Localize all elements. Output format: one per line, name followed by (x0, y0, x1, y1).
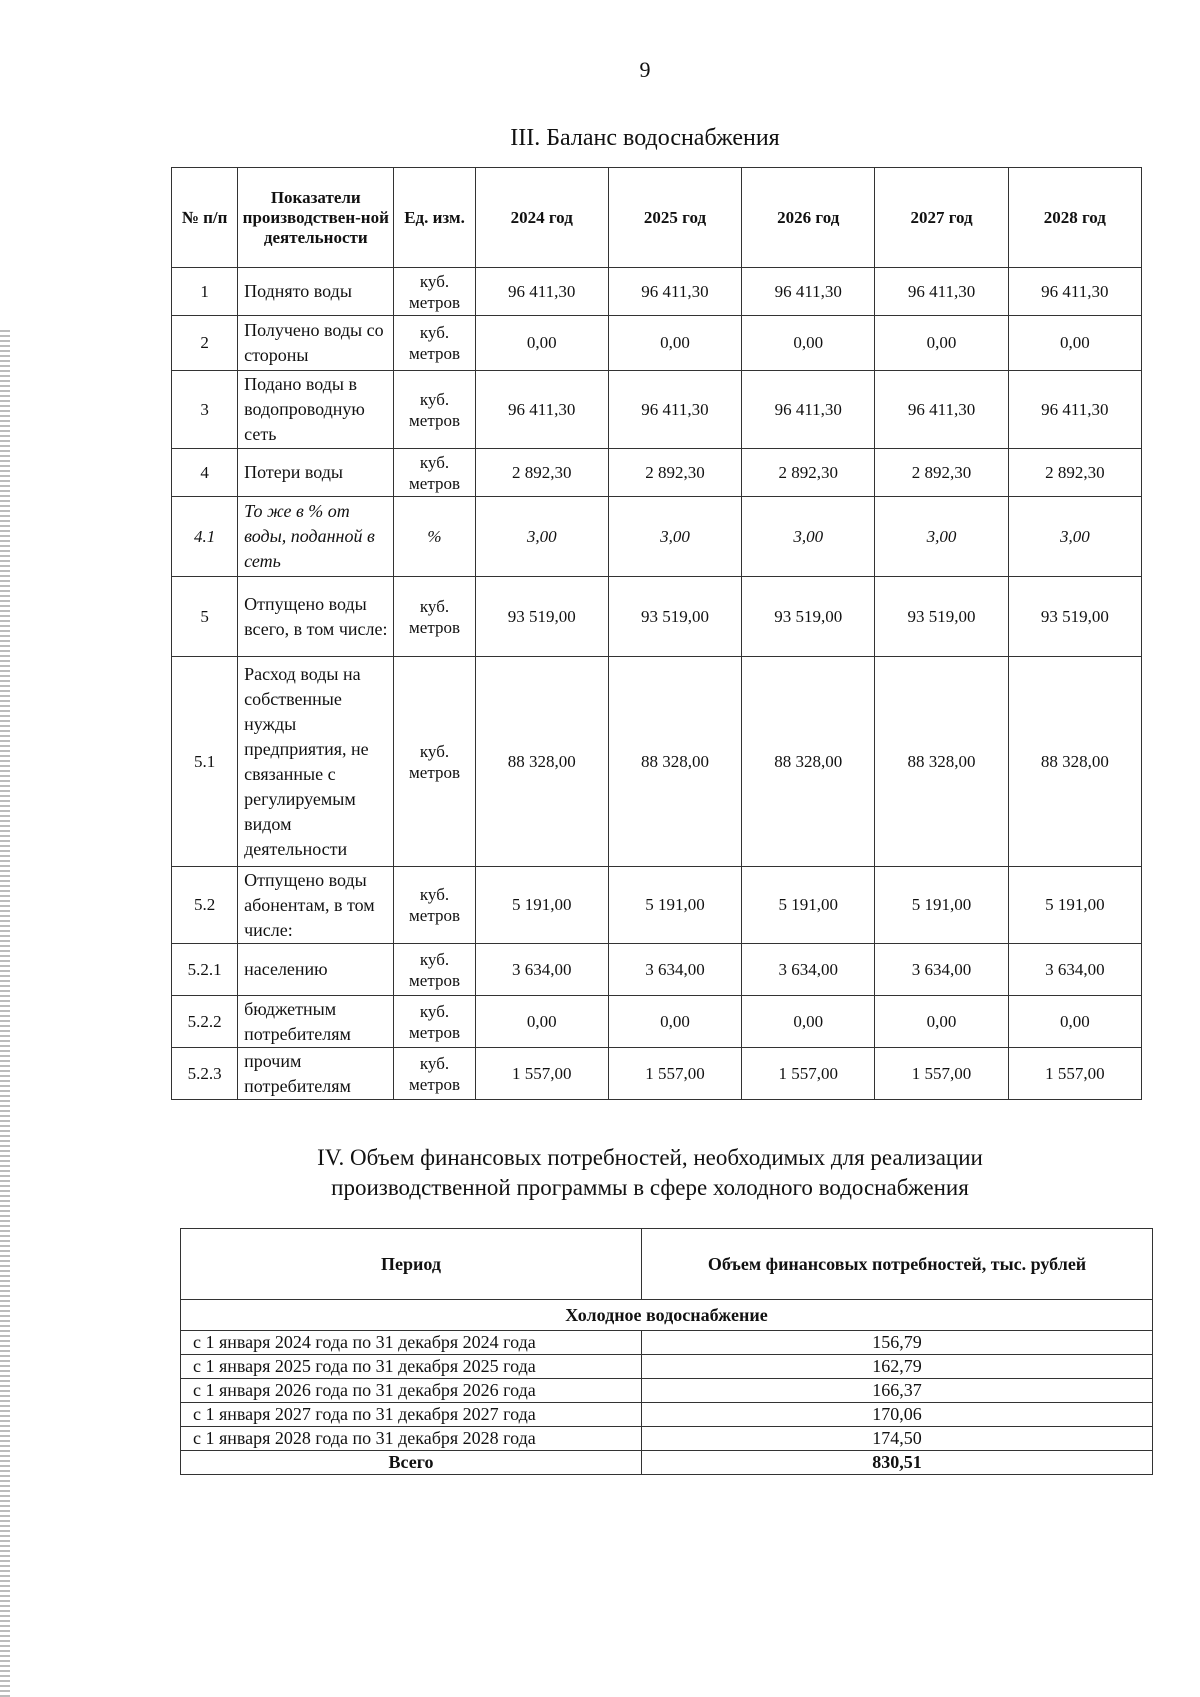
row-value: 3 634,00 (1008, 944, 1141, 996)
row-value: 5 191,00 (475, 867, 608, 944)
row-num: 5.2.1 (172, 944, 238, 996)
row-period: с 1 января 2025 года по 31 декабря 2025 года (181, 1355, 642, 1379)
row-value: 0,00 (742, 316, 875, 371)
row-value: 5 191,00 (608, 867, 741, 944)
row-num: 1 (172, 268, 238, 316)
row-indicator: населению (238, 944, 394, 996)
row-value: 93 519,00 (742, 577, 875, 657)
row-value: 1 557,00 (875, 1048, 1008, 1100)
row-value: 3 634,00 (608, 944, 741, 996)
header-period: Период (181, 1229, 642, 1300)
total-label: Всего (181, 1451, 642, 1475)
row-num: 5.2.3 (172, 1048, 238, 1100)
row-period: с 1 января 2024 года по 31 декабря 2024 года (181, 1331, 642, 1355)
row-unit: куб. метров (394, 944, 475, 996)
row-num: 5.2.2 (172, 996, 238, 1048)
financial-needs-table (180, 1228, 1153, 1475)
row-value: 5 191,00 (875, 867, 1008, 944)
row-period: с 1 января 2028 года по 31 декабря 2028 года (181, 1427, 642, 1451)
table-row (172, 1048, 1142, 1100)
row-value: 88 328,00 (475, 657, 608, 867)
row-value: 2 892,30 (875, 449, 1008, 497)
row-unit: куб. метров (394, 1048, 475, 1100)
row-indicator: Подано воды в водопроводную сеть (238, 371, 394, 449)
row-unit: куб. метров (394, 577, 475, 657)
row-value: 96 411,30 (875, 371, 1008, 449)
group-row (181, 1300, 1153, 1331)
row-value: 88 328,00 (1008, 657, 1141, 867)
row-value: 2 892,30 (608, 449, 741, 497)
row-value: 93 519,00 (475, 577, 608, 657)
row-value: 0,00 (608, 316, 741, 371)
scan-binding-edge (0, 330, 10, 1697)
row-value: 0,00 (875, 316, 1008, 371)
row-value: 5 191,00 (1008, 867, 1141, 944)
row-num: 5 (172, 577, 238, 657)
row-indicator: То же в % от воды, поданной в сеть (238, 497, 394, 577)
section-4-title (0, 1143, 1200, 1203)
table-row (172, 371, 1142, 449)
row-unit: куб. метров (394, 316, 475, 371)
header-year: 2026 год (742, 168, 875, 268)
row-value: 96 411,30 (742, 268, 875, 316)
table-row (172, 944, 1142, 996)
row-indicator: Расход воды на собственные нужды предприятия, не связанные с регулируемым видом деятельности (238, 657, 394, 867)
row-amount: 162,79 (642, 1355, 1153, 1379)
row-value: 96 411,30 (875, 268, 1008, 316)
header-indicator: Показатели производствен-ной деятельности (238, 168, 394, 268)
table-row (172, 867, 1142, 944)
row-indicator: прочим потребителям (238, 1048, 394, 1100)
header-year: 2027 год (875, 168, 1008, 268)
row-value: 3,00 (742, 497, 875, 577)
row-value: 3,00 (875, 497, 1008, 577)
table-row (172, 449, 1142, 497)
row-value: 96 411,30 (742, 371, 875, 449)
header-year: 2028 год (1008, 168, 1141, 268)
row-value: 1 557,00 (742, 1048, 875, 1100)
row-value: 3 634,00 (875, 944, 1008, 996)
row-amount: 156,79 (642, 1331, 1153, 1355)
total-row (181, 1451, 1153, 1475)
row-unit: % (394, 497, 475, 577)
table-row (172, 996, 1142, 1048)
table-row (181, 1427, 1153, 1451)
section-3-title: III. Баланс водоснабжения (510, 125, 780, 151)
table-row (172, 497, 1142, 577)
row-amount: 170,06 (642, 1403, 1153, 1427)
header-amount: Объем финансовых потребностей, тыс. рублей (642, 1229, 1153, 1300)
row-num: 3 (172, 371, 238, 449)
row-value: 93 519,00 (608, 577, 741, 657)
row-indicator: Получено воды со стороны (238, 316, 394, 371)
section-4-title-line: производственной программы в сфере холодного водоснабжения (331, 1175, 969, 1200)
table-row (181, 1331, 1153, 1355)
row-num: 4.1 (172, 497, 238, 577)
row-unit: куб. метров (394, 657, 475, 867)
row-value: 0,00 (475, 996, 608, 1048)
row-indicator: Поднято воды (238, 268, 394, 316)
table-row (172, 316, 1142, 371)
row-value: 96 411,30 (608, 371, 741, 449)
row-value: 96 411,30 (475, 268, 608, 316)
row-value: 3,00 (475, 497, 608, 577)
row-indicator: Отпущено воды абонентам, в том числе: (238, 867, 394, 944)
finance-header-row (181, 1229, 1153, 1300)
row-amount: 166,37 (642, 1379, 1153, 1403)
row-indicator: Отпущено воды всего, в том числе: (238, 577, 394, 657)
table-row (181, 1403, 1153, 1427)
table-row (172, 268, 1142, 316)
row-num: 5.2 (172, 867, 238, 944)
table-row (172, 577, 1142, 657)
row-unit: куб. метров (394, 268, 475, 316)
row-indicator: Потери воды (238, 449, 394, 497)
header-unit: Ед. изм. (394, 168, 475, 268)
water-balance-table (171, 167, 1142, 1100)
row-value: 93 519,00 (1008, 577, 1141, 657)
row-value: 1 557,00 (475, 1048, 608, 1100)
row-value: 3,00 (1008, 497, 1141, 577)
header-year: 2025 год (608, 168, 741, 268)
row-value: 3,00 (608, 497, 741, 577)
row-unit: куб. метров (394, 867, 475, 944)
row-num: 5.1 (172, 657, 238, 867)
row-value: 88 328,00 (742, 657, 875, 867)
row-value: 93 519,00 (875, 577, 1008, 657)
row-value: 96 411,30 (1008, 268, 1141, 316)
row-value: 96 411,30 (1008, 371, 1141, 449)
row-value: 96 411,30 (475, 371, 608, 449)
row-period: с 1 января 2027 года по 31 декабря 2027 года (181, 1403, 642, 1427)
table-row (181, 1355, 1153, 1379)
balance-header-row (172, 168, 1142, 268)
total-amount: 830,51 (642, 1451, 1153, 1475)
row-value: 1 557,00 (1008, 1048, 1141, 1100)
row-value: 88 328,00 (875, 657, 1008, 867)
row-value: 0,00 (1008, 996, 1141, 1048)
row-value: 2 892,30 (1008, 449, 1141, 497)
row-num: 4 (172, 449, 238, 497)
row-value: 5 191,00 (742, 867, 875, 944)
row-value: 0,00 (608, 996, 741, 1048)
row-value: 0,00 (875, 996, 1008, 1048)
row-amount: 174,50 (642, 1427, 1153, 1451)
table-row (172, 657, 1142, 867)
group-label: Холодное водоснабжение (181, 1300, 1153, 1331)
header-year: 2024 год (475, 168, 608, 268)
table-row (181, 1379, 1153, 1403)
header-num: № п/п (172, 168, 238, 268)
row-value: 96 411,30 (608, 268, 741, 316)
row-value: 3 634,00 (475, 944, 608, 996)
row-value: 88 328,00 (608, 657, 741, 867)
page-number: 9 (639, 57, 651, 82)
section-4-title-line: IV. Объем финансовых потребностей, необходимых для реализации (317, 1145, 983, 1170)
row-value: 2 892,30 (742, 449, 875, 497)
row-unit: куб. метров (394, 449, 475, 497)
row-value: 1 557,00 (608, 1048, 741, 1100)
row-value: 0,00 (1008, 316, 1141, 371)
row-num: 2 (172, 316, 238, 371)
row-value: 3 634,00 (742, 944, 875, 996)
row-value: 0,00 (742, 996, 875, 1048)
row-value: 0,00 (475, 316, 608, 371)
row-unit: куб. метров (394, 371, 475, 449)
row-value: 2 892,30 (475, 449, 608, 497)
row-period: с 1 января 2026 года по 31 декабря 2026 года (181, 1379, 642, 1403)
row-indicator: бюджетным потребителям (238, 996, 394, 1048)
row-unit: куб. метров (394, 996, 475, 1048)
